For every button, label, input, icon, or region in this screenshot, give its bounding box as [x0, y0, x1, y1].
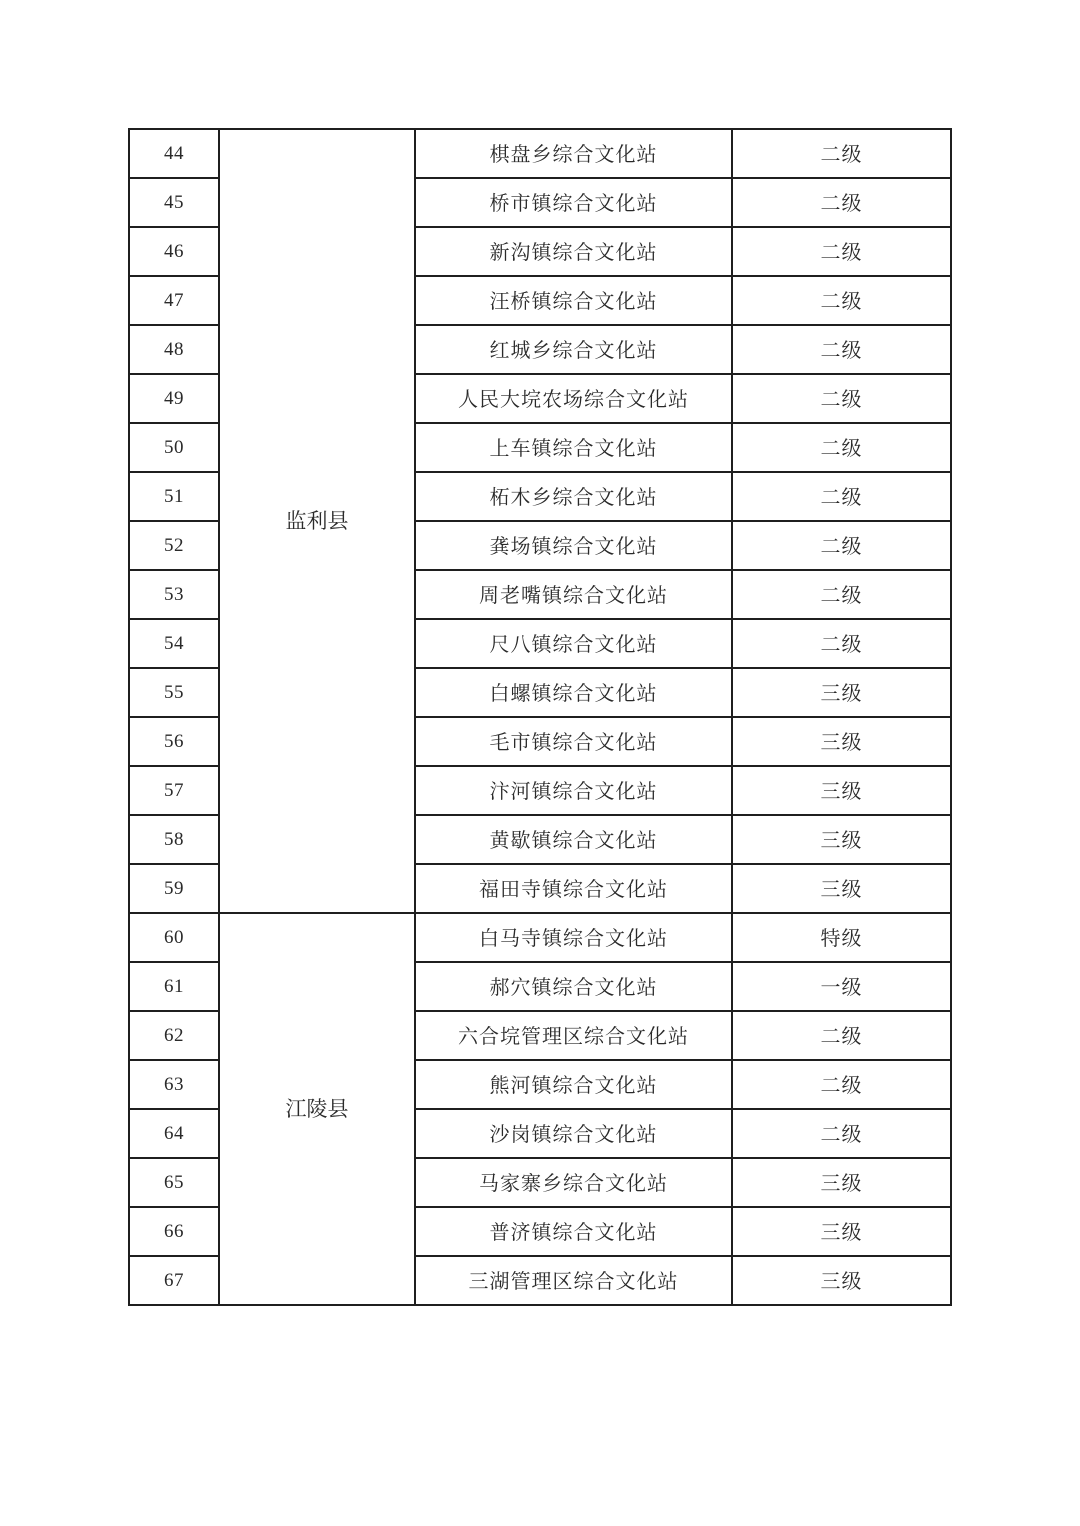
station-name-cell: 熊河镇综合文化站 [415, 1060, 732, 1109]
row-number-cell: 61 [129, 962, 219, 1011]
row-number-cell: 56 [129, 717, 219, 766]
row-number-cell: 57 [129, 766, 219, 815]
row-number-cell: 47 [129, 276, 219, 325]
row-number-cell: 52 [129, 521, 219, 570]
grade-cell: 二级 [732, 521, 951, 570]
station-name-cell: 尺八镇综合文化站 [415, 619, 732, 668]
station-name-cell: 龚场镇综合文化站 [415, 521, 732, 570]
county-cell: 江陵县 [219, 913, 415, 1305]
station-name-cell: 棋盘乡综合文化站 [415, 129, 732, 178]
grade-cell: 二级 [732, 129, 951, 178]
row-number-cell: 58 [129, 815, 219, 864]
row-number-cell: 51 [129, 472, 219, 521]
table-row [129, 913, 951, 962]
grade-cell: 二级 [732, 227, 951, 276]
station-name-cell: 白螺镇综合文化站 [415, 668, 732, 717]
station-name-cell: 周老嘴镇综合文化站 [415, 570, 732, 619]
station-name-cell: 上车镇综合文化站 [415, 423, 732, 472]
row-number-cell: 59 [129, 864, 219, 913]
row-number-cell: 67 [129, 1256, 219, 1305]
station-name-cell: 红城乡综合文化站 [415, 325, 732, 374]
station-name-cell: 白马寺镇综合文化站 [415, 913, 732, 962]
grade-cell: 三级 [732, 668, 951, 717]
grade-cell: 三级 [732, 864, 951, 913]
station-name-cell: 新沟镇综合文化站 [415, 227, 732, 276]
station-name-cell: 毛市镇综合文化站 [415, 717, 732, 766]
row-number-cell: 50 [129, 423, 219, 472]
station-name-cell: 黄歇镇综合文化站 [415, 815, 732, 864]
station-name-cell: 沙岗镇综合文化站 [415, 1109, 732, 1158]
grade-cell: 二级 [732, 570, 951, 619]
station-name-cell: 汪桥镇综合文化站 [415, 276, 732, 325]
row-number-cell: 66 [129, 1207, 219, 1256]
row-number-cell: 48 [129, 325, 219, 374]
grade-cell: 三级 [732, 1207, 951, 1256]
row-number-cell: 44 [129, 129, 219, 178]
row-number-cell: 62 [129, 1011, 219, 1060]
grade-cell: 二级 [732, 1109, 951, 1158]
grade-cell: 二级 [732, 619, 951, 668]
station-rating-table [128, 128, 952, 1306]
grade-cell: 二级 [732, 374, 951, 423]
grade-cell: 二级 [732, 276, 951, 325]
grade-cell: 三级 [732, 1158, 951, 1207]
county-cell: 监利县 [219, 129, 415, 913]
station-name-cell: 人民大垸农场综合文化站 [415, 374, 732, 423]
grade-cell: 三级 [732, 717, 951, 766]
row-number-cell: 54 [129, 619, 219, 668]
table-row [129, 129, 951, 178]
grade-cell: 三级 [732, 1256, 951, 1305]
grade-cell: 一级 [732, 962, 951, 1011]
grade-cell: 特级 [732, 913, 951, 962]
grade-cell: 二级 [732, 472, 951, 521]
station-name-cell: 马家寨乡综合文化站 [415, 1158, 732, 1207]
row-number-cell: 65 [129, 1158, 219, 1207]
table-body [129, 129, 951, 1305]
row-number-cell: 63 [129, 1060, 219, 1109]
row-number-cell: 53 [129, 570, 219, 619]
grade-cell: 二级 [732, 325, 951, 374]
station-name-cell: 柘木乡综合文化站 [415, 472, 732, 521]
grade-cell: 二级 [732, 178, 951, 227]
station-name-cell: 福田寺镇综合文化站 [415, 864, 732, 913]
row-number-cell: 46 [129, 227, 219, 276]
station-name-cell: 六合垸管理区综合文化站 [415, 1011, 732, 1060]
station-name-cell: 汴河镇综合文化站 [415, 766, 732, 815]
station-name-cell: 三湖管理区综合文化站 [415, 1256, 732, 1305]
row-number-cell: 49 [129, 374, 219, 423]
grade-cell: 三级 [732, 766, 951, 815]
station-name-cell: 郝穴镇综合文化站 [415, 962, 732, 1011]
grade-cell: 二级 [732, 1060, 951, 1109]
station-name-cell: 桥市镇综合文化站 [415, 178, 732, 227]
row-number-cell: 60 [129, 913, 219, 962]
grade-cell: 二级 [732, 423, 951, 472]
row-number-cell: 45 [129, 178, 219, 227]
row-number-cell: 55 [129, 668, 219, 717]
grade-cell: 二级 [732, 1011, 951, 1060]
row-number-cell: 64 [129, 1109, 219, 1158]
grade-cell: 三级 [732, 815, 951, 864]
station-name-cell: 普济镇综合文化站 [415, 1207, 732, 1256]
